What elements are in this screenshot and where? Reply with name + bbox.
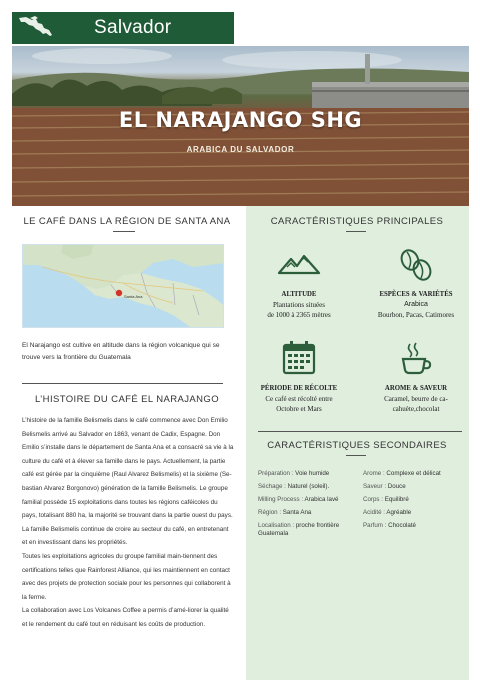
history-paragraph: Toutes les exploitations agricoles du groupe familial main-tiennent des certifications telles que Rainforest Alliance, qui les maintiennent en contact avec des projets de protection sociale pour les personnes qui collaborent à la ferme. — [22, 552, 231, 601]
feature-altitude — [247, 251, 351, 320]
history-paragraph: L’histoire de la famille Belismelis dans le café commence avec Don Emilio Belismelis arrivé au Salvador en 1863, venant de Cadix, Espagne. Don Emilio s’installe dans le département de Santa Ana et a consacré sa vie à la culture du café et à élever sa famille dans le pays. Actuellement, la partie café est gérée par la cinquième (Raul Alvarez Belismelis) et la sixième (Se-bastian Alvarez Borgonovo) génération de la famille Belismelis. Le groupe familial possède 15 exploitations dans toutes les régions caféicoles du pays, totalisant 880 ha, la majorité se trouvant dans la partie ouest du pays. — [22, 417, 234, 520]
main-features-underline — [346, 231, 366, 232]
feature-species-text: Arabica — [404, 301, 428, 308]
feature-altitude-text: de 1000 à 2365 mètres — [267, 311, 331, 319]
feature-aroma-title: AROME & SAVEUR — [384, 385, 448, 392]
hero-title: EL NARAJANGO SHG — [118, 108, 363, 132]
map-marker-icon — [116, 290, 122, 296]
history-section-title: L’HISTOIRE DU CAFÉ EL NARAJANGO — [35, 394, 219, 405]
secondary-item: Localisation : proche frontière Guatemala — [258, 522, 340, 537]
history-divider — [22, 383, 223, 384]
hero-photo — [12, 46, 469, 206]
feature-species — [364, 246, 468, 320]
secondary-divider — [258, 431, 462, 432]
calendar-icon — [281, 340, 317, 376]
coffee-cup-icon — [398, 340, 434, 376]
secondary-features-title: CARACTÉRISTIQUES SECONDAIRES — [267, 440, 447, 451]
secondary-item: Parfum : Chocolaté — [363, 522, 416, 529]
feature-harvest-text: Octobre et Mars — [276, 405, 322, 413]
feature-aroma-text: cahuète,chocolat — [392, 405, 440, 413]
secondary-title-underline — [346, 455, 366, 456]
secondary-item: Milling Process : Arabica lavé — [258, 496, 339, 503]
secondary-item: Saveur : Douce — [363, 483, 406, 490]
country-title: Salvador — [94, 17, 172, 38]
region-intro-text: El Narajango est cultive en altitude dans la région volcanique qui se trouve vers la frontière du Guatemala — [22, 342, 220, 361]
history-paragraph: La collaboration avec Los Volcanes Coffee a permis d’amé-liorer la qualité et le rendement du café tout en réduisant les coûts de production. — [22, 607, 229, 628]
mountain-icon — [277, 251, 321, 277]
central-america-map-icon — [16, 12, 56, 46]
region-map — [22, 244, 224, 328]
secondary-item: Arome : Complexe et délicat — [363, 470, 441, 477]
secondary-item: Corps : Equilibré — [363, 496, 409, 503]
feature-aroma-text: Caramel, beurre de ca- — [384, 395, 448, 403]
feature-species-text: Bourbon, Pacas, Catimores — [377, 311, 455, 319]
region-section-title: LE CAFÉ DANS LA RÉGION DE SANTA ANA — [23, 216, 231, 227]
secondary-item: Préparation : Voie humide — [258, 470, 330, 477]
feature-harvest — [247, 340, 351, 414]
region-title-underline — [113, 231, 135, 232]
svg-text:Santa Ana: Santa Ana — [124, 294, 143, 299]
feature-species-title: ESPÈCES & VARIÉTÉS — [379, 291, 453, 298]
feature-harvest-title: PÉRIODE DE RÉCOLTE — [260, 385, 338, 392]
country-banner — [12, 12, 234, 44]
secondary-item: Acidité : Agréable — [363, 509, 412, 516]
coffee-beans-icon — [398, 246, 434, 282]
history-text — [22, 414, 234, 632]
feature-altitude-text: Plantations situées — [273, 301, 325, 309]
secondary-item: Séchage : Naturel (soleil). — [258, 483, 330, 490]
history-paragraph: La famille Belismelis continue de croire au secteur du café, en entretenant et en investissant dans les propriétés. — [22, 525, 229, 547]
main-features-title: CARACTÉRISTIQUES PRINCIPALES — [270, 216, 444, 227]
feature-aroma — [364, 340, 468, 414]
feature-altitude-title: ALTITUDE — [281, 291, 317, 298]
secondary-item: Région : Santa Ana — [258, 509, 312, 516]
feature-harvest-text: Ce café est récolté entre — [265, 395, 333, 403]
hero-subtitle: ARABICA DU SALVADOR — [186, 145, 295, 154]
